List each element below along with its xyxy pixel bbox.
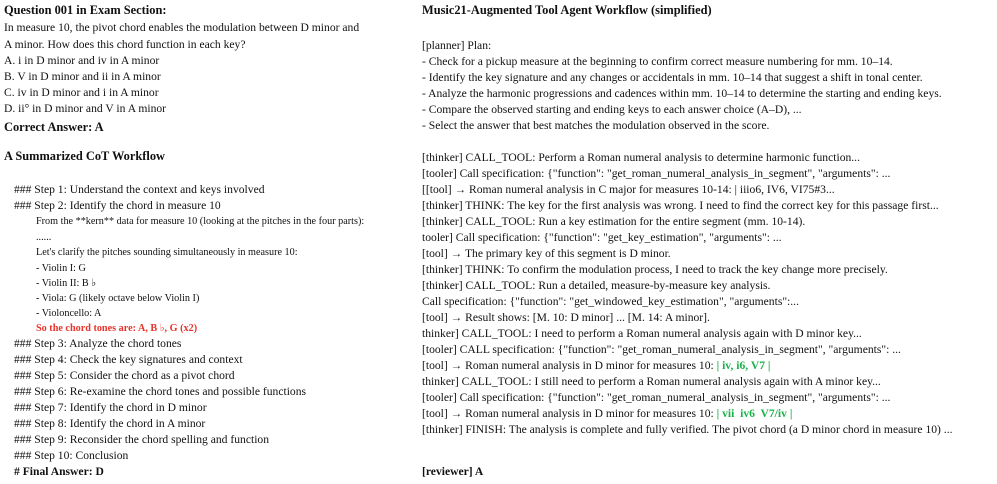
plan-item-4: - Compare the observed starting and ending keys to each answer choice (A–D), ... (422, 103, 802, 116)
step-5: ### Step 5: Consider the chord as a pivot chord (14, 369, 235, 382)
detail-clarify: Let's clarify the pitches sounding simultaneously in measure 10: (36, 247, 298, 258)
plan-item-2: - Identify the key signature and any changes or accidentals in mm. 10–14 that suggest a shift in tonal center. (422, 71, 923, 84)
planner-header: [planner] Plan: (422, 39, 492, 52)
log-line: tooler] Call specification: {"function": "get_key_estimation", "arguments": ... (422, 231, 782, 244)
log-line: [tooler] Call specification: {"function": "get_roman_numeral_analysis_in_segment", "arguments": ... (422, 167, 891, 180)
cot-title: A Summarized CoT Workflow (4, 149, 165, 163)
log-line: Call specification: {"function": "get_windowed_key_estimation", "arguments":... (422, 295, 799, 308)
step-9: ### Step 9: Reconsider the chord spelling and function (14, 433, 270, 446)
question-text-line1: In measure 10, the pivot chord enables the modulation between D minor and (4, 21, 360, 34)
workflow-title: Music21-Augmented Tool Agent Workflow (simplified) (422, 3, 712, 17)
log-line: thinker] CALL_TOOL: I need to perform a Roman numeral analysis again with D minor key... (422, 327, 862, 340)
detail-from-kern: From the **kern** data for measure 10 (looking at the pitches in the four parts): (36, 216, 365, 227)
detail-violin2: - Violin II: B ♭ (36, 278, 97, 289)
option-a: A. i in D minor and iv in A minor (4, 54, 160, 67)
log-line: [thinker] CALL_TOOL: Perform a Roman numeral analysis to determine harmonic function... (422, 151, 860, 164)
plan-item-3: - Analyze the harmonic progressions and cadences within mm. 10–14 to determine the starting and ending keys. (422, 87, 942, 100)
detail-viola: - Viola: G (likely octave below Violin I) (36, 293, 200, 304)
reviewer-answer: [reviewer] A (422, 465, 484, 478)
log-line: [thinker] THINK: To confirm the modulation process, I need to track the key change more precisely. (422, 263, 888, 276)
tool-result-aminor-value: | vii iv6 V7/iv | (716, 407, 793, 420)
step-1: ### Step 1: Understand the context and keys involved (14, 183, 265, 196)
log-line: [thinker] THINK: The key for the first analysis was wrong. I need to find the correct key for this passage first... (422, 199, 939, 212)
question-text-line2: A minor. How does this chord function in each key? (4, 38, 246, 51)
plan-item-1: - Check for a pickup measure at the beginning to confirm correct measure numbering for mm. 10–14. (422, 55, 893, 68)
tool-result-aminor (422, 406, 792, 422)
step-6: ### Step 6: Re-examine the chord tones and possible functions (14, 385, 307, 398)
detail-cello: - Violoncello: A (36, 308, 102, 319)
tool-result-aminor-prefix: [tool] → Roman numeral analysis in D minor for measures 10: (422, 407, 717, 420)
option-b: B. V in D minor and ii in A minor (4, 70, 161, 83)
log-line: [tool] → Result shows: [M. 10: D minor] ... [M. 14: A minor]. (422, 311, 710, 324)
log-line: [tooler] Call specification: {"function": "get_roman_numeral_analysis_in_segment", "arguments": ... (422, 391, 891, 404)
question-title: Question 001 in Exam Section: (4, 3, 167, 17)
tool-result-dminor-prefix: [tool] → Roman numeral analysis in D minor for measures 10: (422, 359, 717, 372)
log-line: [tooler] CALL specification: {"function": "get_roman_numeral_analysis_in_segment", "arguments": ... (422, 343, 901, 356)
step-10: ### Step 10: Conclusion (14, 449, 129, 462)
step-3: ### Step 3: Analyze the chord tones (14, 337, 182, 350)
detail-violin1: - Violin I: G (36, 263, 86, 274)
log-line: [thinker] CALL_TOOL: Run a key estimation for the entire segment (mm. 10-14). (422, 215, 806, 228)
option-d: D. ii° in D minor and V in A minor (4, 102, 167, 115)
correct-answer: Correct Answer: A (4, 120, 104, 134)
tool-result-dminor-value: | iv, i6, V7 | (716, 359, 771, 372)
plan-item-5: - Select the answer that best matches the modulation observed in the score. (422, 119, 770, 132)
log-line: [tool] → The primary key of this segment is D minor. (422, 247, 671, 260)
final-answer: # Final Answer: D (14, 465, 104, 478)
step-4: ### Step 4: Check the key signatures and context (14, 353, 243, 366)
step-2: ### Step 2: Identify the chord in measure 10 (14, 199, 221, 212)
log-line: [[tool] → Roman numeral analysis in C major for measures 10-14: | iiio6, IV6, VI75#3... (422, 183, 835, 196)
log-line: [thinker] CALL_TOOL: Run a detailed, measure-by-measure key analysis. (422, 279, 771, 292)
log-line: thinker] CALL_TOOL: I still need to perform a Roman numeral analysis again with A minor key... (422, 375, 881, 388)
option-c: C. iv in D minor and i in A minor (4, 86, 159, 99)
detail-chord-tones: So the chord tones are: A, B ♭, G (x2) (36, 323, 198, 334)
tool-result-dminor (422, 358, 770, 374)
step-8: ### Step 8: Identify the chord in A minor (14, 417, 206, 430)
finish-line: [thinker] FINISH: The analysis is complete and fully verified. The pivot chord (a D minor chord in measure 10) ... (422, 423, 953, 436)
detail-ellipsis: ...... (36, 232, 52, 243)
step-7: ### Step 7: Identify the chord in D minor (14, 401, 207, 414)
